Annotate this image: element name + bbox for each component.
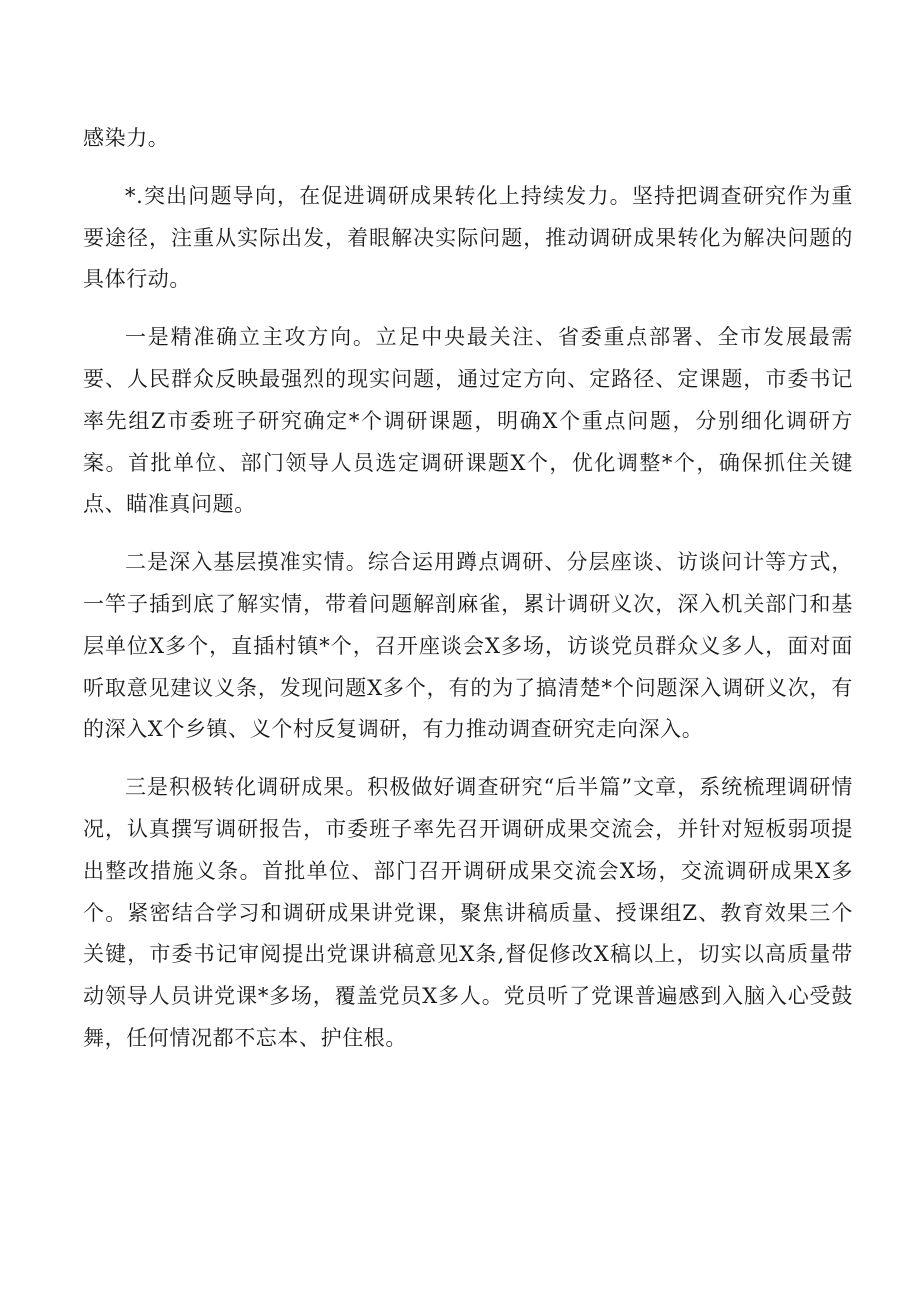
document-body <box>83 118 853 1076</box>
paragraph-point-three: 三是积极转化调研成果。积极做好调查研究“后半篇”文章，系统梳理调研情况，认真撰写调研报告，市委班子率先召开调研成果交流会，并针对短板弱项提出整改措施义条。首批单位、部门召开调研成果交流会X场，交流调研成果X多个。紧密结合学习和调研成果讲党课，聚焦讲稿质量、授课组Z、教育效果三个关键，市委书记审阅提出党课讲稿意见X条,督促修改X稿以上，切实以高质量带动领导人员讲党课*多场，覆盖党员X多人。党员听了党课普遍感到入脑入心受鼓舞，任何情况都不忘本、护住根。 <box>83 775 853 1050</box>
paragraph-section-heading: *.突出问题导向，在促进调研成果转化上持续发力。坚持把调查研究作为重要途径，注重从实际出发，着眼解决实际问题，推动调研成果转化为解决问题的具体行动。 <box>83 183 853 292</box>
paragraph-point-one: 一是精准确立主攻方向。立足中央最关注、省委重点部署、全市发展最需要、人民群众反映最强烈的现实问题，通过定方向、定路径、定课题，市委书记率先组Z市委班子研究确定*个调研课题，明确X个重点问题，分别细化调研方案。首批单位、部门领导人员选定调研课题X个，优化调整*个，确保抓住关键点、瞄准真问题。 <box>83 325 853 517</box>
paragraph-continuation: 感染力。 <box>83 126 170 150</box>
paragraph-point-two: 二是深入基层摸准实情。综合运用蹲点调研、分层座谈、访谈问计等方式，一竿子插到底了解实情，带着问题解剖麻雀，累计调研义次，深入机关部门和基层单位X多个，直插村镇*个，召开座谈会X多场，访谈党员群众义多人，面对面听取意见建议义条，发现问题X多个，有的为了搞清楚*个问题深入调研义次，有的深入X个乡镇、义个村反复调研，有力推动调查研究走向深入。 <box>83 550 853 742</box>
